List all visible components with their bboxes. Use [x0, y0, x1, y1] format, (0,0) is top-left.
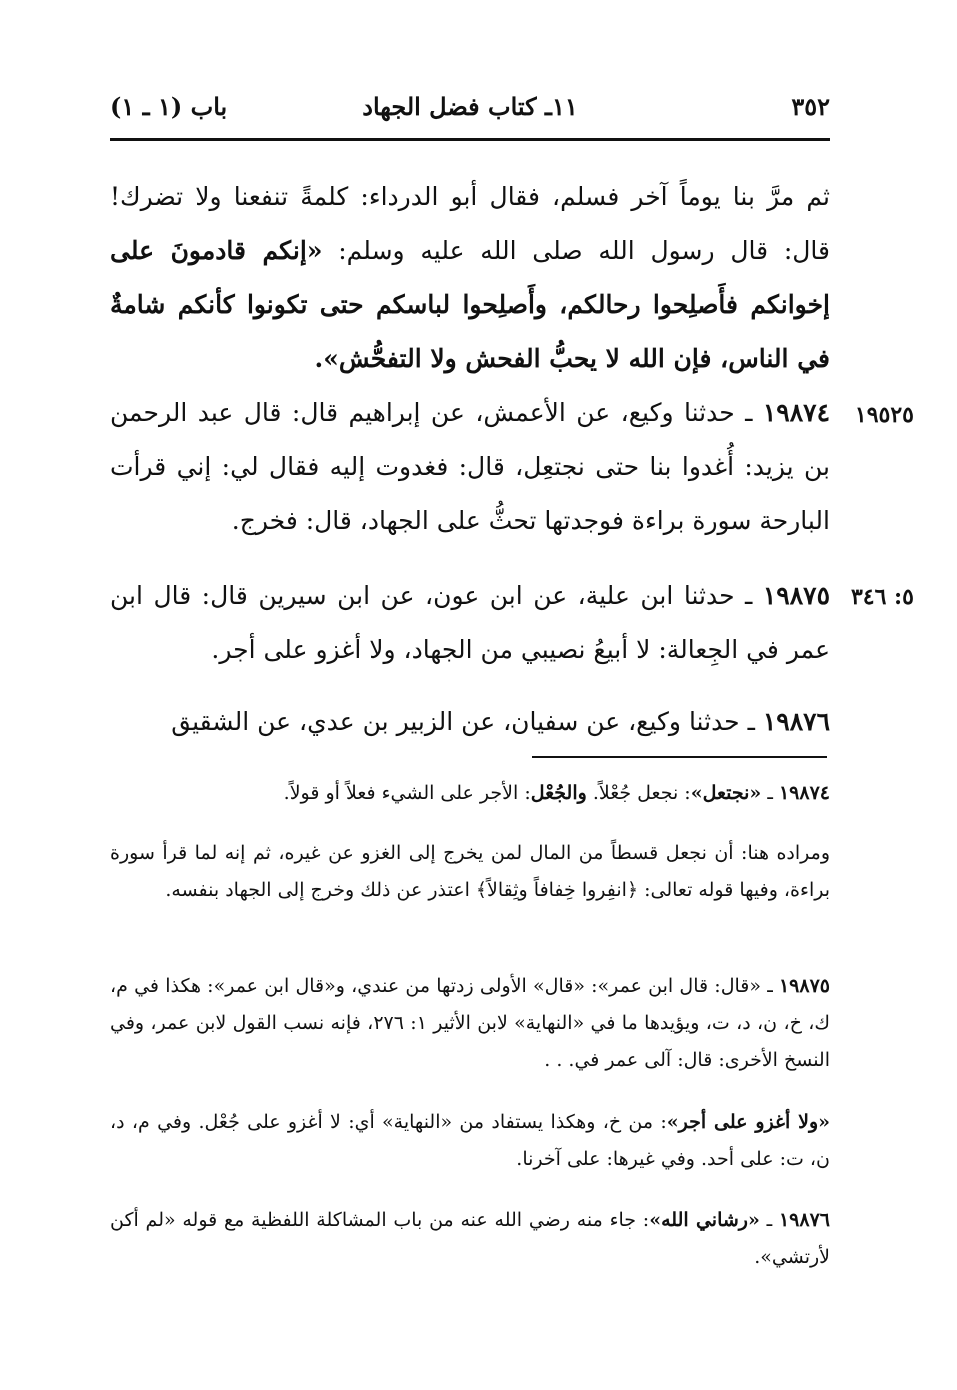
footnote-text: : من خ، وهكذا يستفاد من «النهاية» أي: لا أغزو على جُعْل. وفي م، د، ن، ت: على أحد. وفي غيرها: على آخرنا.	[110, 1111, 830, 1170]
footnote-19875	[110, 968, 830, 1079]
hadith-19874	[110, 386, 830, 548]
footnote-text: : الأجر على الشيء فعلاً أو قولاً.	[283, 782, 531, 804]
hadith-quote: «إنكم قادمونَ على إخوانكم فأَصلِحوا رحالكم، وأَصلِحوا لباسكم حتى تكونوا كأنكم شامةٌ في الناس، فإن الله لا يحبُّ الفحش ولا التفحُّش».	[110, 236, 830, 373]
footnote-19874	[110, 775, 830, 812]
hadith-number: ١٩٨٧٤	[762, 398, 830, 427]
footnote-term: «رشاني الله»	[649, 1209, 760, 1231]
header-rule	[110, 138, 830, 141]
footnote-text: : نجعل جُعْلاً.	[586, 782, 691, 804]
hadith-19875	[110, 569, 830, 677]
footnote-number: ١٩٨٧٤	[778, 782, 830, 804]
hadith-text: ـ حدثنا وكيع، عن الأعمش، عن إبراهيم قال: قال عبد الرحمن بن يزيد: أُغدوا بنا حتى نجتعِل، قال: فغدوت إليه فقال لي: إني قرأت البارحة سورة براءة فوجدتها تحثُّ على الجهاد، قال: فخرج.	[110, 398, 830, 535]
hadith-19876	[110, 695, 830, 749]
footnote-number: ١٩٨٧٥	[778, 975, 830, 997]
margin-reference-1: ١٩٥٢٥	[854, 402, 914, 428]
hadith-text: ـ حدثنا وكيع، عن سفيان، عن الزبير بن عدي، عن الشقيق	[171, 707, 763, 736]
footnote-term: «ولا أغزو على أجر»	[666, 1111, 831, 1133]
footnote-term: «نجتعل»	[690, 782, 762, 804]
margin-reference-2: ٥: ٣٤٦	[850, 584, 914, 610]
page-number: ٣٥٢	[791, 92, 830, 121]
chapter-title: ١١ـ كتاب فضل الجهاد	[362, 92, 578, 121]
footnote-dash: ـ	[761, 782, 779, 804]
footnote-separator	[532, 756, 827, 758]
hadith-text: ـ حدثنا ابن علية، عن ابن عون، عن ابن سيرين قال: قال ابن عمر في الجِعالة: لا أبيعُ نصيبي من الجهاد، ولا أغزو على أجر.	[110, 581, 830, 664]
hadith-number: ١٩٨٧٦	[762, 707, 830, 736]
paragraph-intro: ثم مرَّ بنا يوماً آخر فسلم، فقال أبو الدرداء: كلمةً تنفعنا ولا تضرك! قال: قال رسول الله صلى الله عليه وسلم:	[110, 182, 831, 265]
footnote-number: ١٩٨٧٦	[778, 1209, 830, 1231]
footnote-19876	[110, 1202, 830, 1276]
footnote-19875-continued	[110, 1104, 830, 1178]
bab-label: باب (١ ـ ١)	[110, 92, 228, 121]
paragraph-1	[110, 170, 830, 386]
footnote-text: ـ «قال: قال ابن عمر»: «قال» الأولى زدتها من عندي، و«قال ابن عمر»: هكذا في م، ك، خ، ن، د، ت، ويؤيدها ما في «النهاية» لابن الأثير ١: ٢٧٦، فإنه نسب القول لابن عمر، وفي النسخ الأخرى: قال: آلى عمر في. . .	[110, 975, 830, 1071]
footnote-text: : جاء منه رضي الله عنه من باب المشاكلة اللفظية مع قوله «لم أكن لأرتشي».	[110, 1209, 830, 1268]
page-header	[110, 88, 830, 128]
footnote-term: والجُعْل	[530, 782, 587, 804]
footnote-19874-continued: ومراده هنا: أن نجعل قسطاً من المال لمن يخرج إلى الغزو عن غيره، ثم إنه لما قرأ سورة براءة، وفيها قوله تعالى: ﴿انفِروا خِفافاً وثِقالاً﴾ اعتذر عن ذلك وخرج إلى الجهاد بنفسه.	[110, 842, 830, 901]
hadith-number: ١٩٨٧٥	[762, 581, 830, 610]
footnote-dash: ـ	[759, 1209, 779, 1231]
